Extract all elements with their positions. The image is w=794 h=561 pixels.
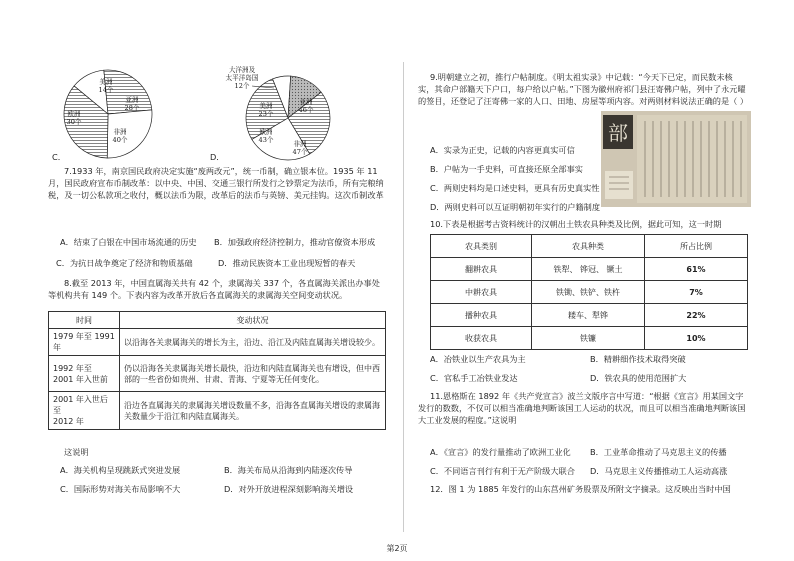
pie-chart-c-svg xyxy=(48,64,168,164)
table-row xyxy=(49,356,386,392)
pie-value-label: 47个 xyxy=(292,148,308,156)
q10-header-category: 农具类别 xyxy=(431,235,532,258)
household-register-image xyxy=(601,111,751,207)
q10-option-a[interactable]: A．冶铁业以生产农具为主 xyxy=(430,354,526,364)
pie-value-label: 14个 xyxy=(98,86,114,94)
table-row xyxy=(431,327,748,350)
q12-stem: 12．图 1 为 1885 年发行的山东莒州矿务股票及所附文字摘录。这反映出当时中国 xyxy=(430,484,731,494)
q10-row3-kinds: 耧车、犁铧 xyxy=(532,304,645,327)
pie-label: 美洲 xyxy=(259,102,273,110)
q10-stem: 10.下表是根据考古资料统计的汉朝出土铁农具种类及比例，据此可知，这一时期 xyxy=(430,219,722,229)
table-row xyxy=(431,281,748,304)
q8-row3-time-line2: 2012 年 xyxy=(53,417,84,426)
pie-label: 非洲 xyxy=(293,140,307,148)
table-row xyxy=(431,304,748,327)
q10-row2-kinds: 铁锄、铁铲、铁杵 xyxy=(532,281,645,304)
q10-row2-cat: 中耕农具 xyxy=(431,281,532,304)
pie-chart-d-svg xyxy=(222,64,347,164)
q7-option-d[interactable]: D．推动民族资本工业出现短暂的春天 xyxy=(218,258,356,268)
pie-value-label: 43个 xyxy=(258,136,274,144)
household-register-svg xyxy=(601,111,751,207)
q8-conclusion: 这说明 xyxy=(64,447,89,457)
q11-option-a[interactable]: A．《宣言》的发行量推动了欧洲工业化 xyxy=(430,447,571,457)
q10-table xyxy=(430,234,748,350)
pie-value-label: 40个 xyxy=(112,136,128,144)
q8-option-c[interactable]: C．国际形势对海关布局影响不大 xyxy=(60,484,181,494)
table-row xyxy=(431,258,748,281)
q11-option-d[interactable]: D．马克思主义传播推动工人运动高涨 xyxy=(590,466,728,476)
q8-table-header xyxy=(49,312,386,329)
q10-row2-pct: 7% xyxy=(645,281,748,304)
q9-stem: 9.明朝建立之初，推行户帖制度。《明太祖实录》中记载：“今天下已定，而民数未核实，其命户部籍天下户口，每户给以户帖。”下图为徽州府祁门县汪寄佛户帖，列中了永元曜的签目，还登记了汪寄佛一家的人口、田地、房屋等项内容。对两则材料说法正确的是（ ） xyxy=(418,72,749,106)
q10-header-kinds: 农具种类 xyxy=(532,235,645,258)
q9-option-c[interactable]: C．两则史料均是口述史料，更具有历史真实性 xyxy=(430,183,600,193)
q11-stem: 11.恩格斯在 1892 年《共产党宣言》波兰文版序言中写道：“根据《宣言》用某国文字发行的数数，不仅可以相当准确地判断该国工人运动的状况，而且可以相当准确地判断该国大工业发展的程度。”这说明 xyxy=(418,391,746,425)
pie-label: 太平洋岛国 xyxy=(225,74,259,82)
q10-row4-kinds: 铁镰 xyxy=(532,327,645,350)
page-number: 第2页 xyxy=(386,544,408,553)
pie-label: 亚洲 xyxy=(299,98,313,106)
q8-row2-time xyxy=(49,356,120,392)
pie-chart-d xyxy=(222,64,347,164)
q10-row1-kinds: 铁犁、 铧冠、 镢土 xyxy=(532,258,645,281)
q8-option-b[interactable]: B．海关布局从沿海到内陆逐次传导 xyxy=(224,465,353,475)
table-row xyxy=(49,392,386,430)
pie-value-label: 28个 xyxy=(124,104,140,112)
q8-row2-desc: 仍以沿海各关隶属海关增长最快，沿边和内陆直属海关也有增设，但中西部的一些省份如贵州、甘肃、青海、宁夏等无任何变化。 xyxy=(120,356,386,392)
q8-row2-time-line1: 1992 年至 xyxy=(53,363,92,373)
q10-option-b[interactable]: B．精耕细作技术取得突破 xyxy=(590,354,686,364)
q8-stem: 8.截至 2013 年，中国直属海关共有 42 个，隶属海关 337 个，各直属海关派出办事处等机构共有 149 个。下表内容为改革开放后各直属海关的隶属海关空间变动状况。 xyxy=(48,278,380,300)
option-d-marker: D． xyxy=(210,152,225,162)
pie-chart-c xyxy=(48,64,168,164)
q10-row1-pct: 61% xyxy=(645,258,748,281)
q9-option-a[interactable]: A．实录为正史，记载的内容更真实可信 xyxy=(430,145,575,155)
q10-row4-cat: 收获农具 xyxy=(431,327,532,350)
option-c-marker: C． xyxy=(52,152,66,162)
q8-header-time: 时间 xyxy=(49,312,120,329)
pie-value-label: 46个 xyxy=(298,106,314,114)
q10-table-header xyxy=(431,235,748,258)
pie-label: 大洋洲及 xyxy=(228,66,256,74)
q8-option-a[interactable]: A．海关机构呈现跳跃式突进发展 xyxy=(60,465,181,475)
q9-option-d[interactable]: D．两则史料可以互证明朝初年实行的户籍制度 xyxy=(430,202,601,212)
q10-option-d[interactable]: D．铁农具的使用范围扩大 xyxy=(590,373,687,383)
q8-row2-time-line2: 2001 年入世前 xyxy=(53,374,108,384)
q7-option-b[interactable]: B．加强政府经济控制力，推动官僚资本形成 xyxy=(214,237,376,247)
pie-label: 亚洲 xyxy=(125,96,139,104)
svg-text:部: 部 xyxy=(608,121,628,145)
q8-option-d[interactable]: D．对外开放进程深刻影响海关增设 xyxy=(224,484,354,494)
table-row xyxy=(49,329,386,356)
q7-option-c[interactable]: C．为抗日战争奠定了经济和物质基础 xyxy=(56,258,193,268)
q8-row3-desc: 沿边各直属海关的隶属海关增设数量不多，沿海各直属海关增设的隶属海关数量少于沿江和内陆直属海关。 xyxy=(120,392,386,430)
q8-row1-time: 1979 年至 1991 年 xyxy=(49,329,120,356)
pie-label: 欧洲 xyxy=(259,128,273,136)
pie-value-label: 12个 xyxy=(234,82,250,90)
q9-option-b[interactable]: B．户帖为一手史料，可直接还原全部事实 xyxy=(430,164,583,174)
q8-row3-time-line1: 2001 年入世后至 xyxy=(53,395,108,415)
q8-row1-desc: 以沿海各关隶属海关的增长为主，沿边、沿江及内陆直属海关增设较少。 xyxy=(120,329,386,356)
q8-header-desc: 变动状况 xyxy=(120,312,386,329)
q10-row3-pct: 22% xyxy=(645,304,748,327)
pie-value-label: 23个 xyxy=(258,110,274,118)
q10-option-c[interactable]: C．官私手工冶铁业发达 xyxy=(430,373,518,383)
q8-table xyxy=(48,311,386,430)
pie-label: 美洲 xyxy=(99,78,113,86)
q8-row3-time xyxy=(49,392,120,430)
q10-row1-cat: 翻耕农具 xyxy=(431,258,532,281)
column-divider xyxy=(403,62,404,532)
q11-option-b[interactable]: B．工业革命推动了马克思主义的传播 xyxy=(590,447,727,457)
q10-row4-pct: 10% xyxy=(645,327,748,350)
q7-option-a[interactable]: A．结束了白银在中国市场流通的历史 xyxy=(60,237,197,247)
pie-label: 欧洲 xyxy=(67,110,81,118)
q11-option-c[interactable]: C．不同语言刊行有利于无产阶级大联合 xyxy=(430,466,575,476)
pie-value-label: 30个 xyxy=(66,118,82,126)
q10-header-ratio: 所占比例 xyxy=(645,235,748,258)
pie-label: 非洲 xyxy=(113,128,127,136)
q10-row3-cat: 播种农具 xyxy=(431,304,532,327)
q7-stem: 7.1933 年，南京国民政府决定实施“废两改元”，统一币制，确立银本位。1935 年 11 月，国民政府宣布币制改革：以中央、中国、交通三银行所发行之钞票定为法币，所有完粮纳税，及一切公私款项之收付，概以法币为限，改革后的法币与英镑、美元挂钩。这次币制改革 xyxy=(48,166,384,200)
